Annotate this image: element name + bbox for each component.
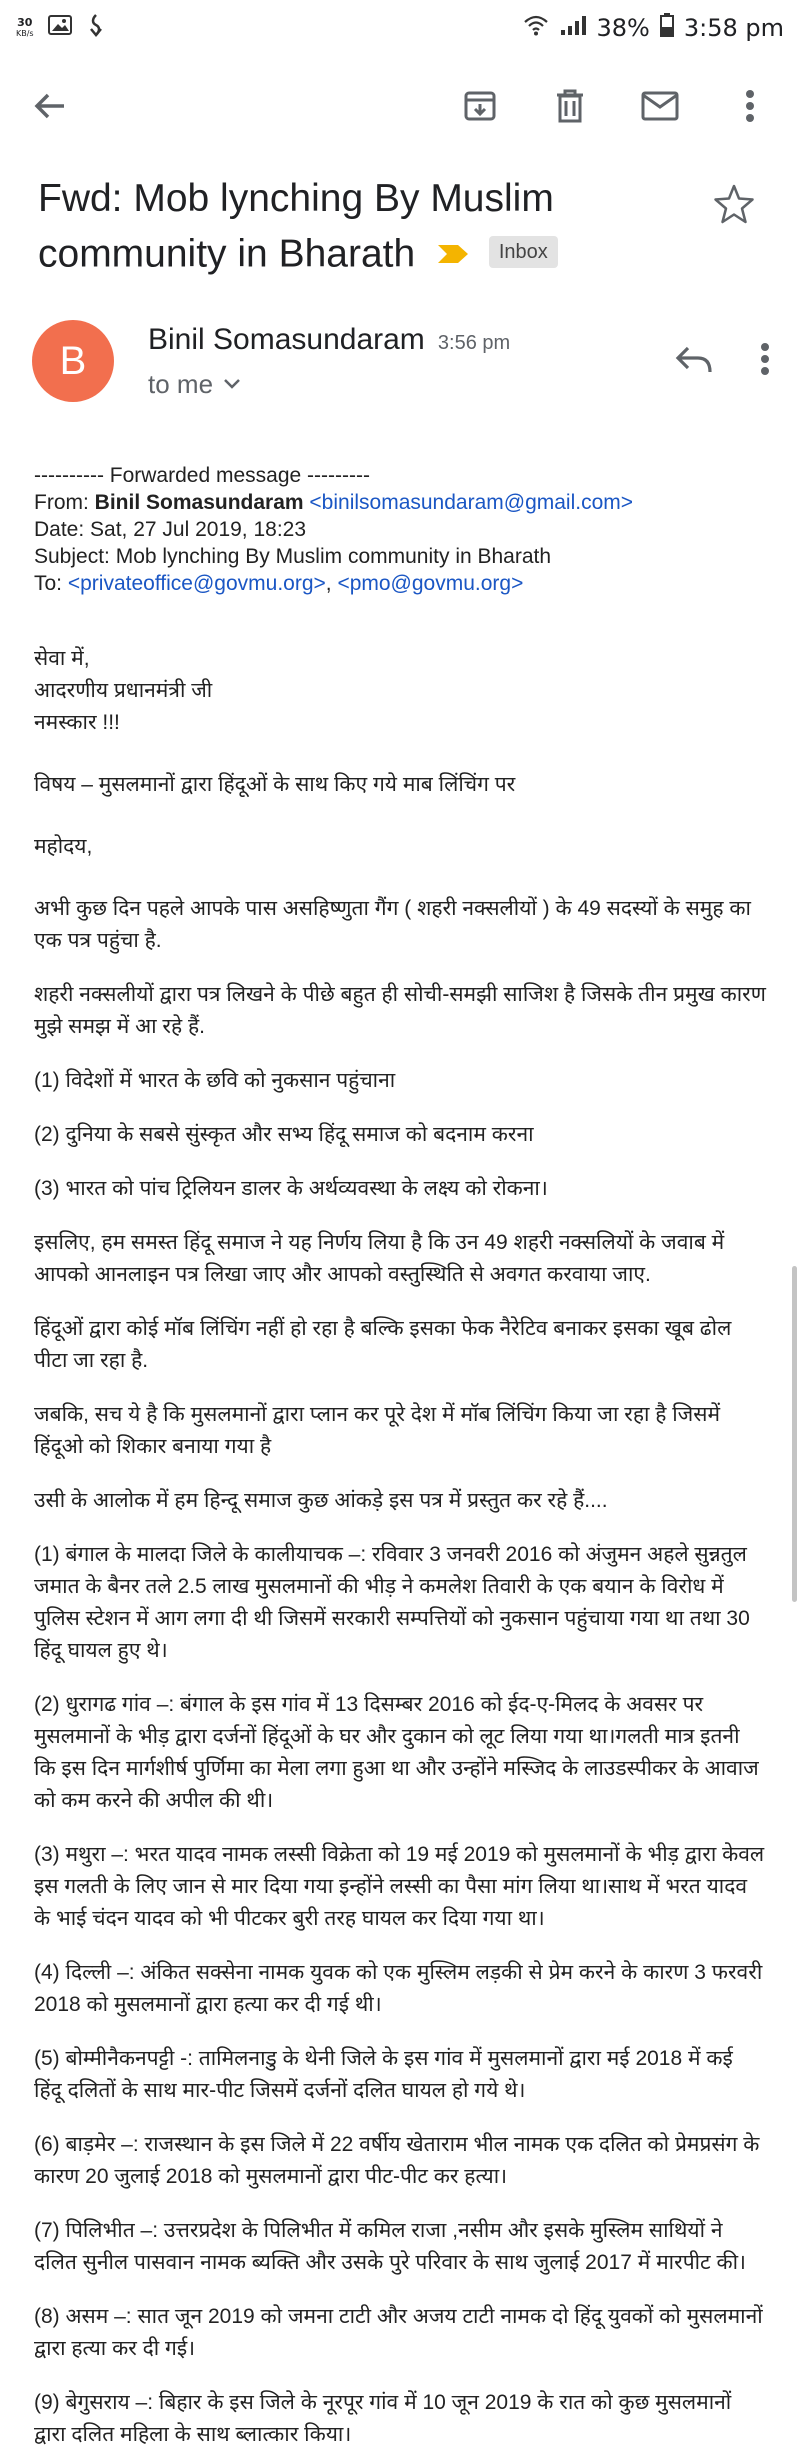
greeting-block [34,643,766,739]
list-item: (3) भारत को पांच ट्रिलियन डालर के अर्थव्यवस्था के लक्ष्य को रोकना। [34,1177,548,1200]
paragraph: जबकि, सच ये है कि मुसलमानों द्वारा प्लान कर पूरे देश में मॉब लिंचिंग किया जा रहा है जिसमें हिंदूओ को शिकार बनाया गया है [34,1403,721,1458]
subject-text: Fwd: Mob lynching By Muslim community in Bharath [38,177,554,276]
arrow-left-icon [32,88,68,124]
star-button[interactable] [712,182,762,230]
sender-info [148,323,674,400]
mark-unread-button[interactable] [628,74,692,138]
subject-row [0,156,800,286]
sender-line [148,323,674,357]
more-options-button[interactable] [718,74,782,138]
download-notification-icon [86,13,106,43]
forwarded-to [34,570,766,597]
forwarded-title: ---------- Forwarded message --------- [34,464,370,487]
list-item: (2) दुनिया के सबसे सुंस्कृत और सभ्य हिंदू समाज को बदनाम करना [34,1123,534,1146]
to-label: To: [34,572,63,595]
forwarded-subject: Subject: Mob lynching By Muslim community in Bharath [34,545,552,568]
reply-icon [674,344,714,374]
network-speed [16,17,34,39]
paragraph: उसी के आलोक में हम हिन्दू समाज कुछ आंकड़े इस पत्र में प्रस्तुत कर रहे हैं.... [34,1489,608,1512]
forwarded-from [34,489,766,516]
to-email-link-2[interactable]: <pmo@govmu.org> [337,572,524,595]
more-vert-icon [745,89,755,123]
scrollbar[interactable] [792,1266,797,1602]
paragraph: अभी कुछ दिन पहले आपके पास असहिष्णुता गैंग ( शहरी नक्सलीयों ) के 49 सदस्यों के समुह का एक पत्र पहुंचा है. [34,897,751,952]
recipient-toggle[interactable] [148,369,674,400]
status-bar-left [16,13,106,43]
message-more-button[interactable] [760,342,770,380]
list-item: (5) बोम्मीनैकनपट्टी -: तामिलनाडु के थेनी जिले के इस गांव में मुसलमानों द्वारा मई 2018 में कई हिंदू दलितों के साथ मार-पीट जिसमें दर्जनों दलित घायल हो गये थे। [34,2047,733,2102]
star-icon [712,182,756,226]
chevron-down-icon [223,378,241,390]
list-item: (4) दिल्ली –: अंकित सक्सेना नामक युवक को एक मुस्लिम लड़की से प्रेम करने के कारण 3 फरवरी 2018 को मुसलमानों द्वारा हत्या कर दी गई थी। [34,1961,763,2016]
network-speed-unit: KB/s [16,29,34,38]
clock: 3:58 pm [683,14,784,42]
letter-salutation: महोदय, [34,835,93,858]
forwarded-date: Date: Sat, 27 Jul 2019, 18:23 [34,518,307,541]
email-body [0,462,800,2451]
back-button[interactable] [18,74,82,138]
image-notification-icon [48,14,72,42]
sender-row [0,286,800,402]
more-vert-icon [760,342,770,376]
list-item: (1) विदेशों में भारत के छवि को नुकसान पहुंचाना [34,1069,396,1092]
email-toolbar [0,56,800,156]
sender-actions [674,342,770,380]
greeting-line: नमस्कार !!! [34,711,120,734]
reply-button[interactable] [674,344,714,378]
network-speed-value: 30 [17,16,33,29]
to-separator: , [325,572,338,595]
wifi-icon [523,14,549,42]
archive-icon [463,89,497,123]
battery-percent: 38% [596,14,650,42]
to-email-link-1[interactable]: <privateoffice@govmu.org> [67,572,326,595]
email-subject [38,172,702,286]
recipient-label: to me [148,368,214,399]
status-bar [0,0,800,56]
paragraph: शहरी नक्सलीयों द्वारा पत्र लिखने के पीछे बहुत ही सोची-समझी साजिश है जिसके तीन प्रमुख कारण मुझे समझ में आ रहे हैं. [34,983,766,1038]
sender-name: Binil Somasundaram [148,322,425,356]
inbox-label[interactable]: Inbox [489,236,558,268]
importance-marker-icon[interactable] [436,226,470,280]
letter-subject: विषय – मुसलमानों द्वारा हिंदूओं के साथ किए गये माब लिंचिंग पर [34,773,516,796]
list-item: (2) धुरागढ गांव –: बंगाल के इस गांव में 13 दिसम्बर 2016 को ईद-ए-मिलद के अवसर पर मुसलमानों के भीड़ द्वारा दर्जनों हिंदूओं के घर और दुकान को लूट लिया गया था।गलती मात्र इतनी कि इस दिन मार्गशीर्ष पुर्णिमा का मेला लगा हुआ था और उन्होंने मस्जिद के लाउडस्पीकर के आवाज को कम करने की अपील की थी। [34,1693,759,1812]
from-label: From: [34,491,89,514]
list-item: (6) बाड़मेर –: राजस्थान के इस जिले में 22 वर्षीय खेताराम भील नामक एक दलित को प्रेमप्रसंग के कारण 20 जुलाई 2018 को मुसलमानों द्वारा पीट-पीट कर हत्या। [34,2133,760,2188]
battery-icon [660,13,674,43]
mail-icon [641,91,679,121]
salutation-line: सेवा में, [34,647,90,670]
status-bar-right [523,13,784,43]
paragraph: इसलिए, हम समस्त हिंदू समाज ने यह निर्णय लिया है कि उन 49 शहरी नक्सलियों के जवाब में आपको आनलाइन पत्र लिखा जाए और आपको वस्तुस्थिति से अवगत करवाया जाए. [34,1231,725,1286]
sent-time: 3:56 pm [437,331,511,354]
from-email-link[interactable]: <binilsomasundaram@gmail.com> [309,491,634,514]
signal-icon [559,14,587,42]
list-item: (8) असम –: सात जून 2019 को जमना टाटी और अजय टाटी नामक दो हिंदू युवकों को मुसलमानों द्वारा हत्या कर दी गई। [34,2305,763,2360]
list-item: (9) बेगुसराय –: बिहार के इस जिले के नूरपूर गांव में 10 जून 2019 के रात को कुछ मुसलमानों द्वारा दलित महिला के साथ ब्लात्कार किया। [34,2391,732,2446]
paragraph: हिंदूओं द्वारा कोई मॉब लिंचिंग नहीं हो रहा है बल्कि इसका फेक नैरेटिव बनाकर इसका खूब ढोल पीटा जा रहा है. [34,1317,732,1372]
from-name: Binil Somasundaram [94,491,304,514]
list-item: (7) पिलिभीत –: उत्तरप्रदेश के पिलिभीत में कमिल राजा ,नसीम और इसके मुस्लिम साथियों ने दलित सुनील पासवान नामक ब्यक्ति और उसके पुरे परिवार के साथ जुलाई 2017 में मारपीट की। [34,2219,747,2274]
archive-button[interactable] [448,74,512,138]
forwarded-header [34,462,766,597]
avatar[interactable]: B [32,320,114,402]
trash-icon [553,88,587,124]
delete-button[interactable] [538,74,602,138]
list-item: (3) मथुरा –: भरत यादव नामक लस्सी विक्रेता को 19 मई 2019 को मुसलमानों के भीड़ द्वारा केवल इस गलती के लिए जान से मार दिया गया इन्होंने लस्सी का पैसा मांग लिया था।साथ में भरत यादव के भाई चंदन यादव को भी पीटकर बुरी तरह घायल कर दिया गया था। [34,1843,765,1930]
list-item: (1) बंगाल के मालदा जिले के कालीयाचक –: रविवार 3 जनवरी 2016 को अंजुमन अहले सुन्नतुल जमात के बैनर तले 2.5 लाख मुसलमानों की भीड़ ने कमलेश तिवारी के एक बयान के विरोध में पुलिस स्टेशन में आग लगा दी थी जिसमें सरकारी सम्पत्तियों को नुकसान पहुंचाया गया था तथा 30 हिंदू घायल हुए थे। [34,1543,750,1662]
addressee-line: आदरणीय प्रधानमंत्री जी [34,679,213,702]
